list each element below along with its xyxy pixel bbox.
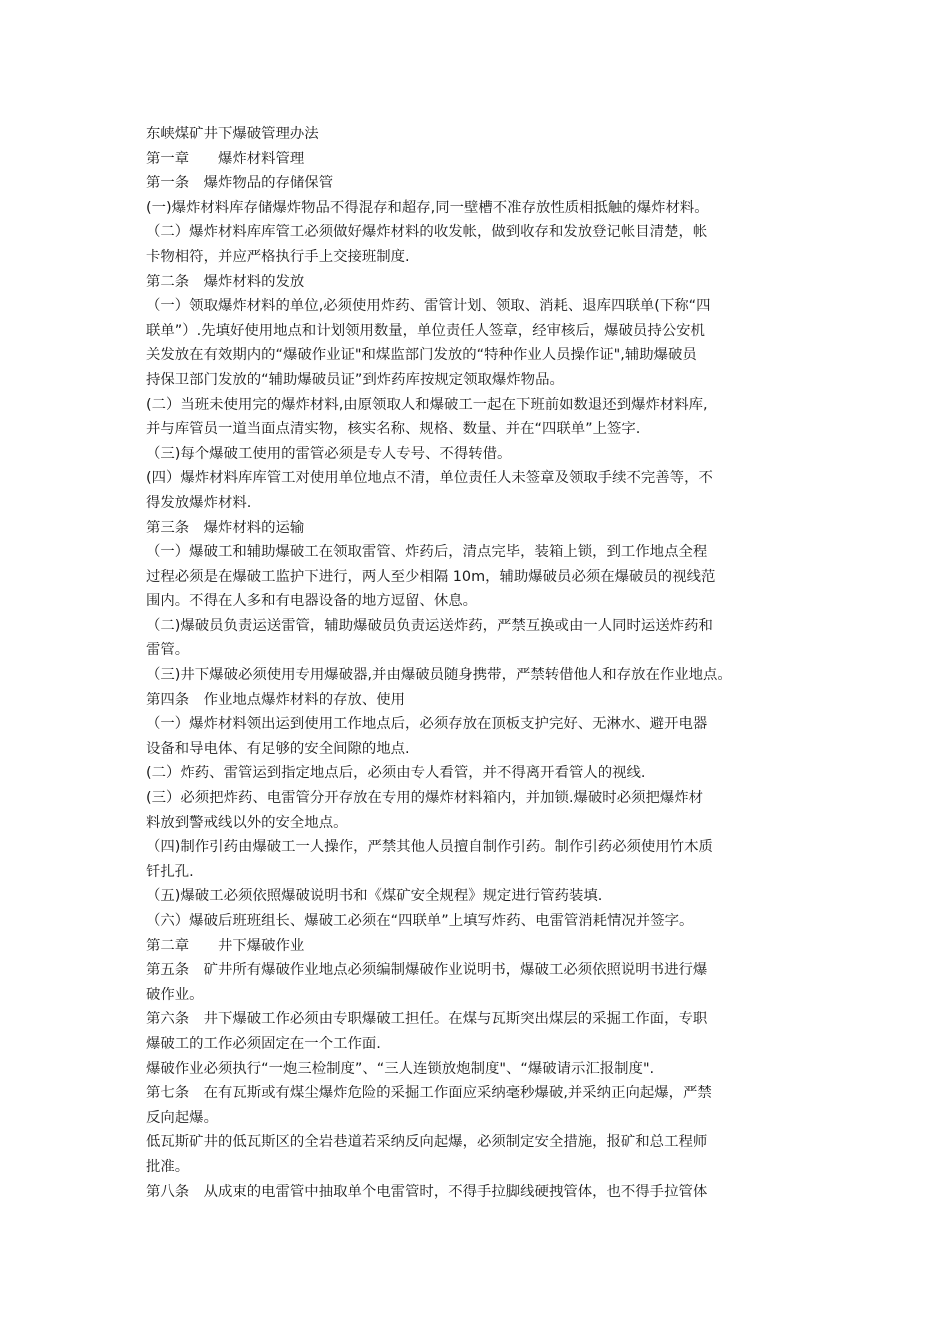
- text-line: 得发放爆炸材料.: [146, 494, 252, 511]
- text-line: 围内。不得在人多和有电器设备的地方逗留、休息。: [146, 593, 477, 610]
- text-line: 设备和导电体、有足够的安全间隙的地点.: [146, 740, 410, 757]
- text-line: 关发放在有效期内的“爆破作业证"和煤监部门发放的“特种作业人员操作证",辅助爆破员: [146, 347, 697, 364]
- text-line: (二）当班未使用完的爆炸材料,由原领取人和爆破工一起在下班前如数退还到爆炸材料库,: [146, 396, 708, 413]
- text-line: 第一章 爆炸材料管理: [146, 150, 305, 167]
- text-line: （二)爆破员负责运送雷管，辅助爆破员负责运送炸药，严禁互换或由一人同时运送炸药和: [146, 617, 713, 634]
- text-line: 雷管。: [146, 642, 190, 659]
- document-page: [146, 122, 818, 1204]
- text-line: 第八条 从成束的电雷管中抽取单个电雷管时，不得手拉脚线硬拽管体，也不得手拉管体: [146, 1183, 708, 1200]
- text-line: （三)每个爆破工使用的雷管必须是专人专号、不得转借。: [146, 445, 512, 462]
- text-line: 低瓦斯矿井的低瓦斯区的全岩巷道若采纳反向起爆，必须制定安全措施，报矿和总工程师: [146, 1134, 708, 1151]
- text-line: 持保卫部门发放的“辅助爆破员证”到炸药库按规定领取爆炸物品。: [146, 371, 564, 388]
- text-line: 第一条 爆炸物品的存储保管: [146, 175, 334, 192]
- text-line: （四)制作引药由爆破工一人操作，严禁其他人员擅自制作引药。制作引药必须使用竹木质: [146, 839, 713, 856]
- text-line: 卡物相符，并应严格执行手上交接班制度.: [146, 248, 410, 265]
- text-line: (二）炸药、雷管运到指定地点后，必须由专人看管，并不得离开看管人的视线.: [146, 765, 646, 782]
- text-line: 过程必须是在爆破工监护下进行，两人至少相隔 10m，辅助爆破员必须在爆破员的视线范: [146, 568, 716, 585]
- text-line: 第三条 爆炸材料的运输: [146, 519, 305, 536]
- text-line: 第五条 矿井所有爆破作业地点必须编制爆破作业说明书，爆破工必须依照说明书进行爆: [146, 962, 708, 979]
- text-line: (三）必须把炸药、电雷管分开存放在专用的爆炸材料箱内，并加锁.爆破时必须把爆炸材: [146, 790, 704, 807]
- text-line: （六）爆破后班班组长、爆破工必须在“四联单”上填写炸药、电雷管消耗情况并签字。: [146, 913, 694, 929]
- text-line: (一)爆炸材料库存储爆炸物品不得混存和超存,同一壁槽不准存放性质相抵触的爆炸材料。: [146, 199, 709, 216]
- text-line: 第二章 井下爆破作业: [146, 937, 305, 954]
- text-line: 第六条 井下爆破工作必须由专职爆破工担任。在煤与瓦斯突出煤层的采掘工作面，专职: [146, 1011, 708, 1028]
- text-line: 东峡煤矿井下爆破管理办法: [146, 126, 319, 142]
- text-line: （一）领取爆炸材料的单位,必须使用炸药、雷管计划、领取、消耗、退库四联单(下称“四: [146, 298, 711, 315]
- text-line: 反向起爆。: [146, 1109, 218, 1126]
- text-line: （一）爆炸材料领出运到使用工作地点后，必须存放在顶板支护完好、无淋水、避开电器: [146, 716, 708, 733]
- text-line: 破作业。: [146, 986, 204, 1003]
- text-line: （一）爆破工和辅助爆破工在领取雷管、炸药后，清点完毕，装箱上锁，到工作地点全程: [146, 544, 708, 561]
- text-line: (四）爆炸材料库库管工对使用单位地点不清，单位责任人未签章及领取手续不完善等，不: [146, 470, 713, 487]
- text-line: 批准。: [146, 1158, 190, 1175]
- text-line: 联单”）.先填好使用地点和计划领用数量，单位责任人签章，经审核后，爆破员持公安机: [146, 322, 705, 339]
- text-line: 爆破工的工作必须固定在一个工作面.: [146, 1035, 381, 1052]
- text-line: 料放到警戒线以外的安全地点。: [146, 814, 348, 831]
- text-line: 第七条 在有瓦斯或有煤尘爆炸危险的采掘工作面应采纳毫秒爆破,并采纳正向起爆，严禁: [146, 1085, 712, 1102]
- text-line: （二）爆炸材料库库管工必须做好爆炸材料的收发帐，做到收存和发放登记帐目清楚，帐: [146, 224, 708, 241]
- text-line: （三)井下爆破必须使用专用爆破器,并由爆破员随身携带，严禁转借他人和存放在作业地点。: [146, 667, 732, 684]
- text-line: 并与库管员一道当面点清实物，核实名称、规格、数量、并在“四联单”上签字.: [146, 421, 641, 438]
- text-line: 爆破作业必须执行“一炮三检制度”、“三人连锁放炮制度"、“爆破请示汇报制度".: [146, 1060, 655, 1077]
- text-line: 第四条 作业地点爆炸材料的存放、使用: [146, 691, 406, 708]
- text-line: （五)爆破工必须依照爆破说明书和《煤矿安全规程》规定进行管药装填.: [146, 888, 603, 905]
- text-line: 第二条 爆炸材料的发放: [146, 273, 305, 290]
- text-line: 钎扎孔.: [146, 863, 194, 880]
